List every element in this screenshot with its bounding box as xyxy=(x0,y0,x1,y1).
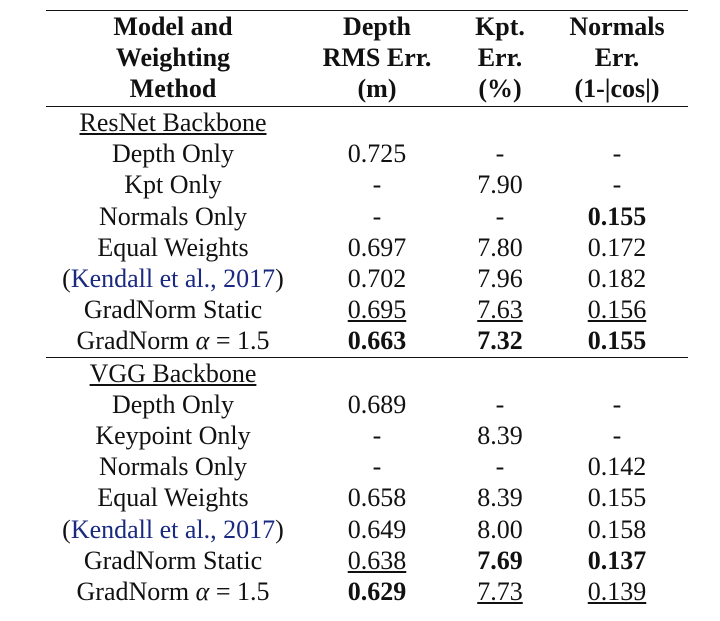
kpt-cell: 8.00 xyxy=(477,514,523,544)
method-cell: Normals Only xyxy=(98,452,248,482)
normals-cell: 0.182 xyxy=(587,264,647,294)
header-method-line2: Weighting xyxy=(115,43,231,72)
kpt-cell: 7.90 xyxy=(477,170,523,200)
normals-cell: 0.158 xyxy=(587,514,647,544)
depth-cell: - xyxy=(372,452,382,482)
kpt-cell: 7.32 xyxy=(477,326,523,356)
method-cell: GradNorm α = 1.5 xyxy=(76,576,270,606)
header-kpt-line2: Err. xyxy=(477,43,523,72)
table-row xyxy=(46,294,688,325)
depth-cell: 0.629 xyxy=(347,576,407,606)
header-normals-line2: Err. xyxy=(594,43,640,72)
kpt-cell: - xyxy=(495,389,505,419)
table-row xyxy=(46,389,688,420)
cite-paren-close: ) xyxy=(275,264,284,294)
resnet-section xyxy=(46,107,688,358)
header-depth-line1: Depth xyxy=(300,11,454,43)
citation-link[interactable]: Kendall et al., 2017 xyxy=(70,514,276,544)
method-cell: GradNorm α = 1.5 xyxy=(76,326,270,356)
normals-cell: 0.156 xyxy=(587,295,647,325)
normals-cell: 0.155 xyxy=(587,201,647,231)
table-row xyxy=(46,545,688,576)
depth-cell: 0.689 xyxy=(347,389,407,419)
depth-cell: 0.695 xyxy=(347,295,407,325)
table-row xyxy=(46,451,688,482)
normals-cell: - xyxy=(612,420,622,450)
results-table xyxy=(46,10,688,607)
method-cell xyxy=(46,263,300,294)
table-row xyxy=(46,576,688,607)
depth-cell: 0.702 xyxy=(347,264,407,294)
kpt-cell: 7.80 xyxy=(477,232,523,262)
normals-cell: - xyxy=(612,139,622,169)
depth-cell: 0.725 xyxy=(347,139,407,169)
header-kpt-line3: (%) xyxy=(454,73,546,107)
normals-cell: 0.155 xyxy=(587,326,647,356)
citation-link[interactable]: Kendall et al., 2017 xyxy=(70,264,276,294)
method-cell: GradNorm Static xyxy=(83,545,263,575)
depth-cell: 0.663 xyxy=(347,326,407,356)
normals-cell: 0.137 xyxy=(587,545,647,575)
vgg-section xyxy=(46,357,688,607)
method-cell xyxy=(46,513,300,544)
header-method-line3: Method xyxy=(46,73,300,107)
table-row xyxy=(46,482,688,513)
kpt-cell: 7.96 xyxy=(477,264,523,294)
method-cell: Keypoint Only xyxy=(95,420,251,450)
results-table-container xyxy=(46,10,688,607)
normals-cell: - xyxy=(612,170,622,200)
section-title-resnet: ResNet Backbone xyxy=(79,108,267,138)
kpt-cell: 7.73 xyxy=(477,576,523,606)
table-row xyxy=(46,169,688,200)
depth-cell: - xyxy=(372,201,382,231)
table-row xyxy=(46,201,688,232)
cite-paren-open: ( xyxy=(62,264,71,294)
header-method-line1: Model and xyxy=(46,11,300,43)
header-normals-line3: (1-|cos|) xyxy=(546,73,688,107)
depth-cell: 0.649 xyxy=(347,514,407,544)
cite-paren-close: ) xyxy=(275,514,284,544)
method-cell: Normals Only xyxy=(98,201,248,231)
kpt-cell: 7.63 xyxy=(477,295,523,325)
kpt-cell: 7.69 xyxy=(477,545,523,575)
table-row xyxy=(46,138,688,169)
depth-cell: - xyxy=(372,170,382,200)
header-normals-line1: Normals xyxy=(546,11,688,43)
normals-cell: 0.155 xyxy=(587,483,647,513)
method-cell: Kpt Only xyxy=(124,170,222,200)
kpt-cell: 8.39 xyxy=(477,420,523,450)
table-header xyxy=(46,11,688,107)
depth-cell: 0.697 xyxy=(347,232,407,262)
depth-cell: - xyxy=(372,420,382,450)
header-depth-line3: (m) xyxy=(300,73,454,107)
table-row xyxy=(46,420,688,451)
cite-paren-open: ( xyxy=(62,514,71,544)
normals-cell: 0.172 xyxy=(587,232,647,262)
alpha-symbol: α xyxy=(195,326,210,356)
method-cell: GradNorm Static xyxy=(83,295,263,325)
normals-cell: - xyxy=(612,389,622,419)
section-title-vgg: VGG Backbone xyxy=(46,357,300,389)
kpt-cell: - xyxy=(495,452,505,482)
method-cell: Depth Only xyxy=(111,389,235,419)
table-row xyxy=(46,232,688,263)
header-kpt-line1: Kpt. xyxy=(454,11,546,43)
depth-cell: 0.638 xyxy=(347,545,407,575)
method-cell: Equal Weights xyxy=(97,483,249,513)
kpt-cell: 8.39 xyxy=(477,483,523,513)
normals-cell: 0.142 xyxy=(587,452,647,482)
table-row xyxy=(46,513,688,544)
table-row xyxy=(46,325,688,357)
alpha-symbol: α xyxy=(195,576,210,606)
header-depth-line2: RMS Err. xyxy=(322,43,432,72)
kpt-cell: - xyxy=(495,201,505,231)
depth-cell: 0.658 xyxy=(347,483,407,513)
kpt-cell: - xyxy=(495,139,505,169)
normals-cell: 0.139 xyxy=(587,576,647,606)
method-cell: Equal Weights xyxy=(97,232,249,262)
table-row xyxy=(46,263,688,294)
method-cell: Depth Only xyxy=(111,139,235,169)
